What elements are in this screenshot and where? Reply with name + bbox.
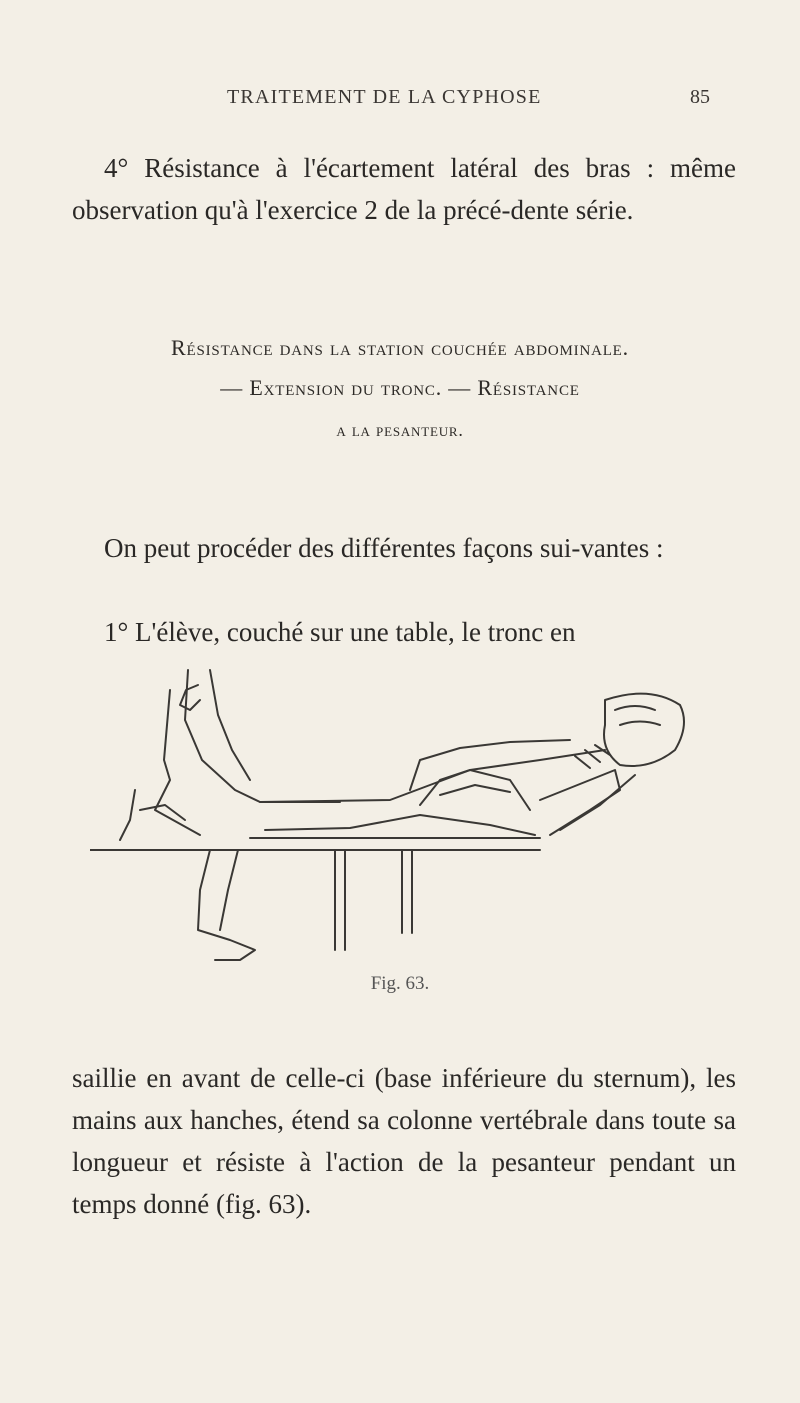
section-heading-line-1: Résistance dans la station couchée abdominale. [171, 335, 629, 360]
exercise-illustration [90, 630, 710, 970]
figure-caption: Fig. 63. [370, 973, 430, 994]
paragraph-intro: On peut procéder des différentes façons sui-vantes : [104, 533, 664, 563]
section-heading-line-2: — Extension du tronc. — Résistance [220, 375, 580, 400]
page-number: 85 [690, 86, 710, 108]
prone-extension-drawing [90, 630, 710, 970]
paragraph-exercise-description: saillie en avant de celle-ci (base inférieure du sternum), les mains aux hanches, étend sa colonne vertébrale dans toute sa longueur et résiste à l'action de la pesanteur pendant un temps donné (fig. 63). [72, 1063, 736, 1219]
section-heading-line-3: a la pesanteur. [336, 420, 464, 440]
running-head [0, 86, 800, 116]
paragraph-lateral-resistance: 4° Résistance à l'écartement latéral des bras : même observation qu'à l'exercice 2 de la précé-dente série. [72, 153, 736, 225]
running-title: TRAITEMENT DE LA CYPHOSE [227, 86, 542, 108]
paragraph-step-1: 1° L'élève, couché sur une table, le tronc en [104, 617, 576, 647]
